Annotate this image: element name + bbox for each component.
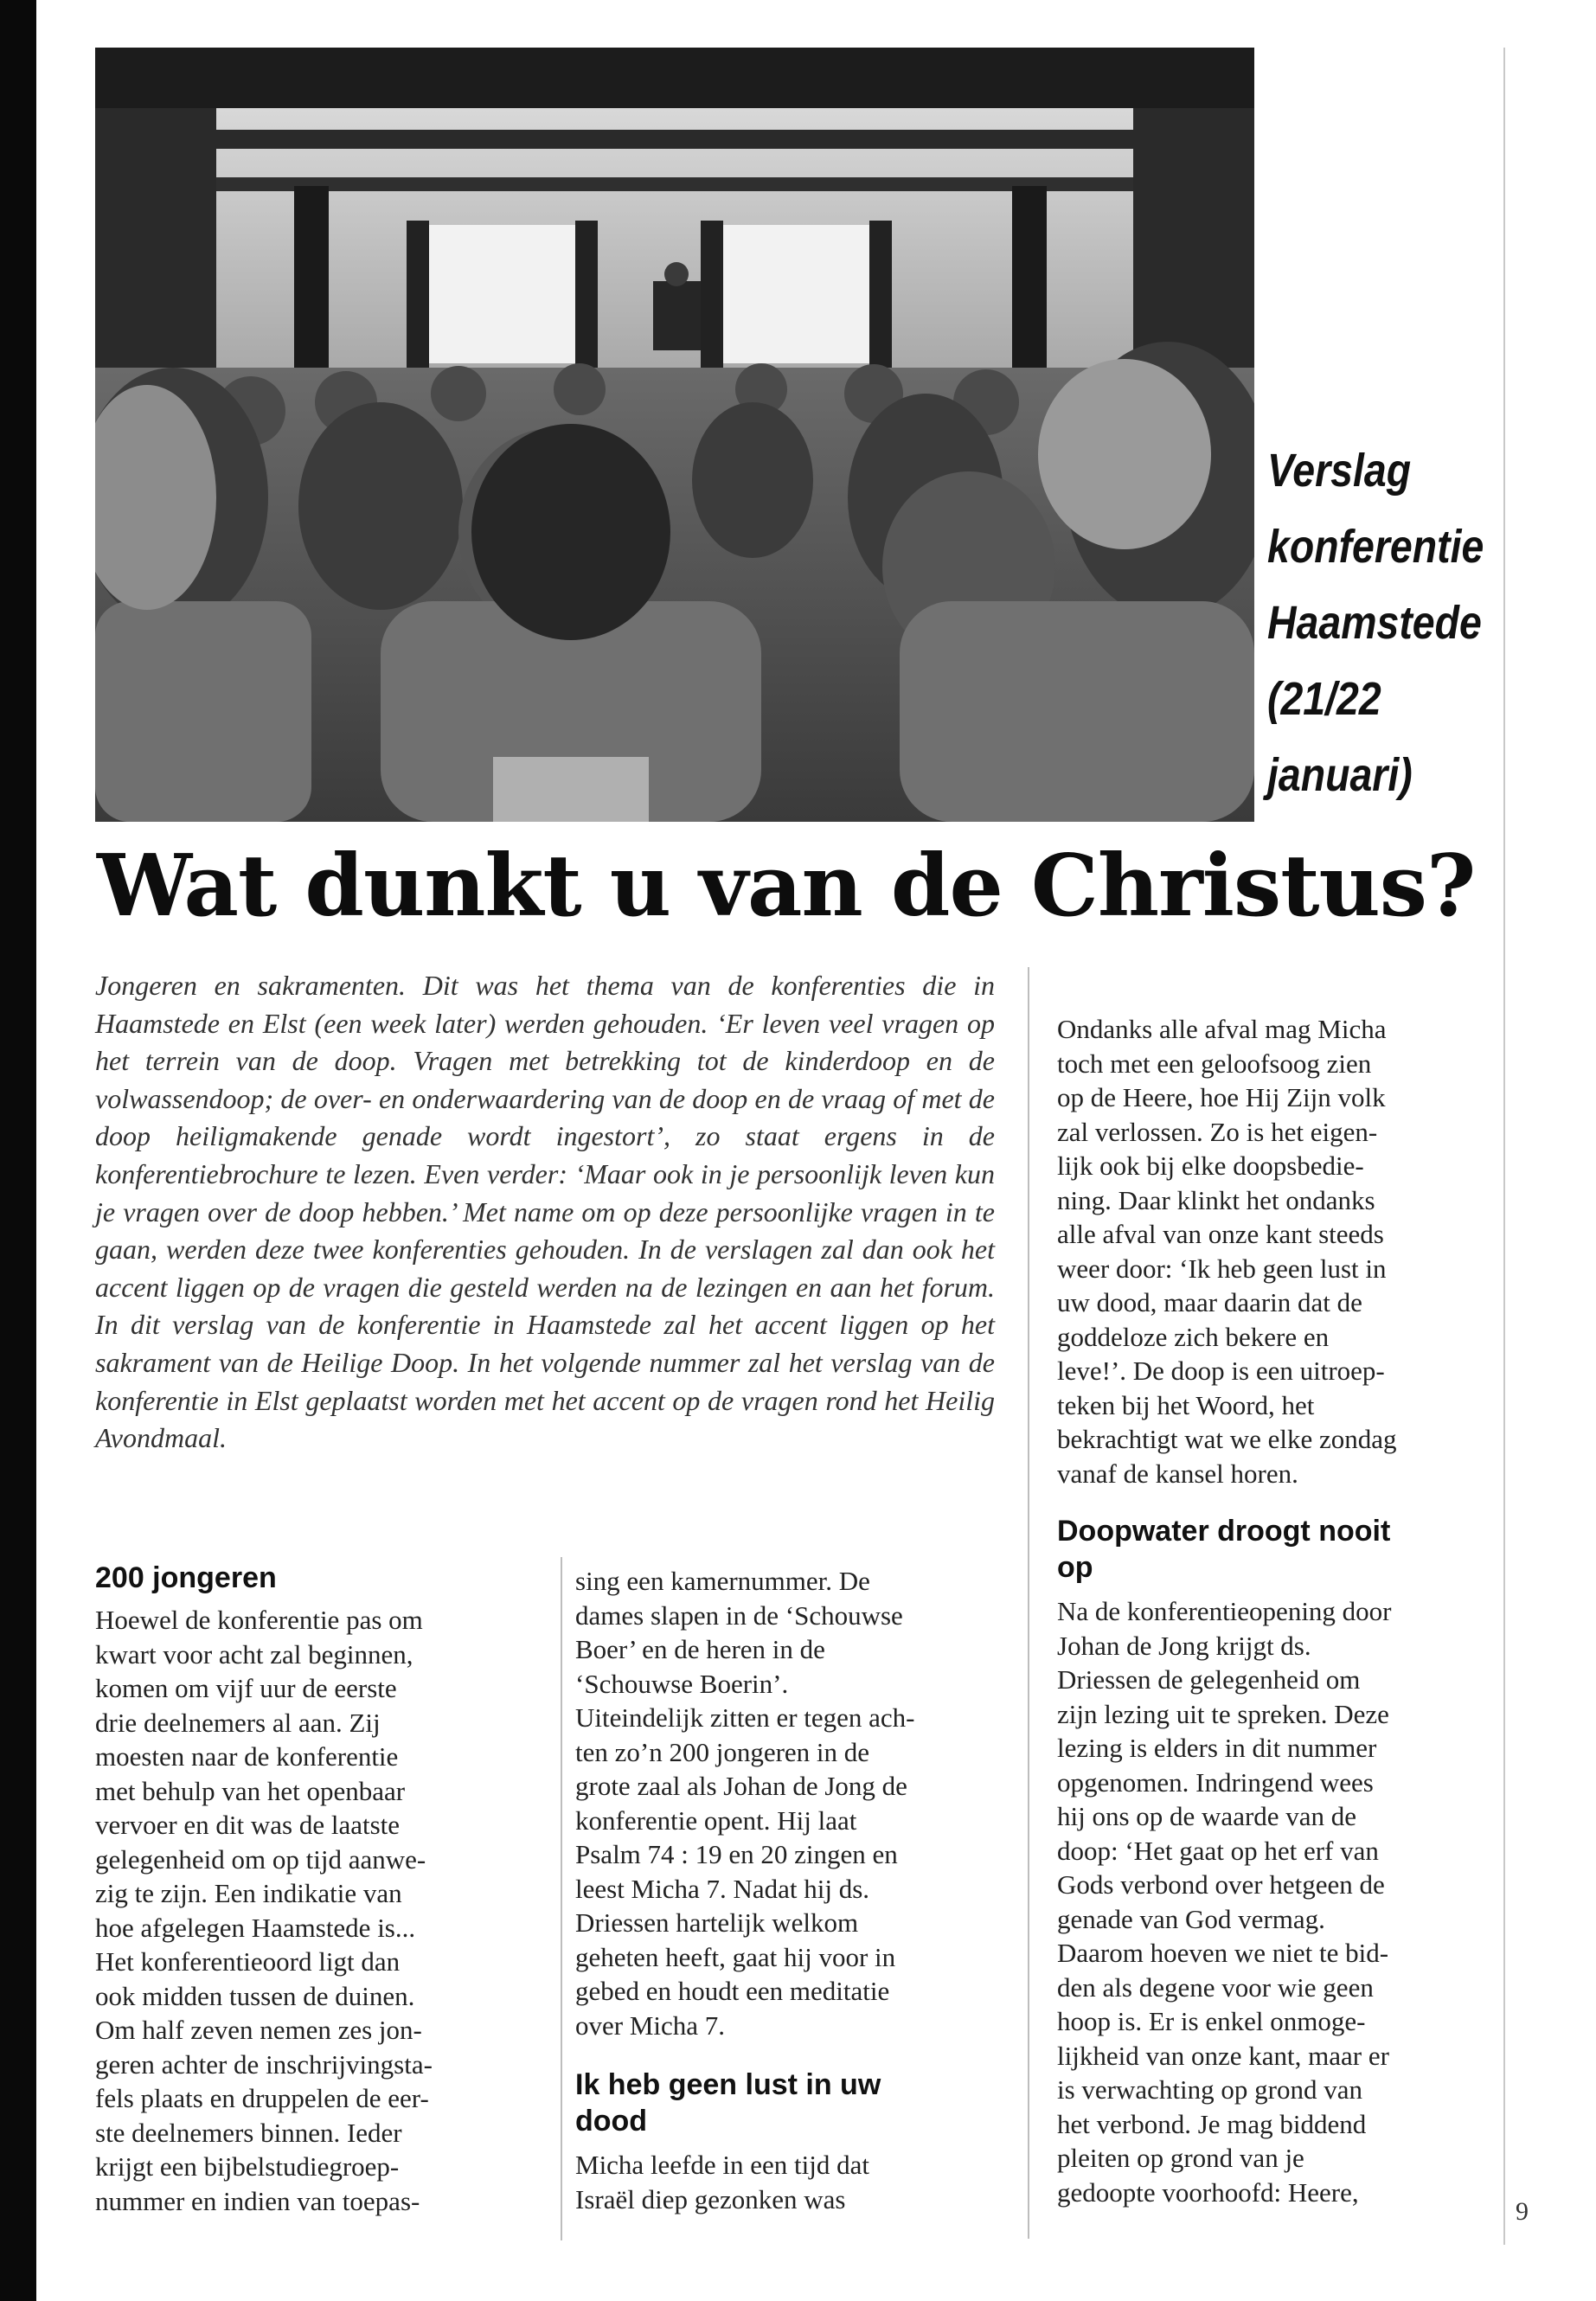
text-line: Hoewel de konferentie pas om	[95, 1605, 423, 1635]
text-line: lezing is elders in dit nummer	[1057, 1733, 1377, 1763]
kicker-line: Haamstede	[1267, 597, 1482, 649]
section-heading-200-jongeren: 200 jongeren	[95, 1561, 277, 1594]
text-line: Na de konferentieopening door	[1057, 1596, 1392, 1626]
text-line: hij ons op de waarde van de	[1057, 1801, 1357, 1831]
text-line: Driessen de gelegenheid om	[1057, 1664, 1361, 1695]
page-number: 9	[1516, 2197, 1529, 2226]
text-line: bekrachtigt wat we elke zondag	[1057, 1424, 1397, 1454]
conference-photo	[95, 48, 1254, 822]
text-line: vervoer en dit was de laatste	[95, 1810, 401, 1840]
text-line: krijgt een bijbelstudiegroep-	[95, 2151, 400, 2182]
text-line: hoe afgelegen Haamstede is...	[95, 1912, 416, 1943]
text-line: konferentie opent. Hij laat	[575, 1804, 857, 1836]
kicker-line: konferentie	[1267, 521, 1484, 573]
column-3-body-continued	[1057, 1594, 1498, 2209]
text-line: nummer en indien van toepas-	[95, 2185, 420, 2216]
text-line: uw dood, maar daarin dat de	[1057, 1287, 1362, 1317]
column-rule	[1028, 967, 1029, 2239]
kicker-line: (21/22	[1267, 673, 1381, 725]
text-line: Ondanks alle afval mag Micha	[1057, 1014, 1387, 1044]
text-line: ste deelnemers binnen. Ieder	[95, 2117, 402, 2148]
column-1-body	[95, 1603, 545, 2218]
page-rule-right	[1503, 48, 1505, 2245]
heading-line: dood	[575, 2105, 648, 2138]
text-line: zijn lezing uit te spreken. Deze	[1057, 1698, 1389, 1729]
text-line: genade van God vermag.	[1057, 1903, 1325, 1934]
text-line: grote zaal als Johan de Jong de	[575, 1771, 907, 1801]
column-2-body-continued	[575, 2148, 1016, 2216]
text-line: Gods verbond over hetgeen de	[1057, 1869, 1385, 1900]
text-line: Het konferentieoord ligt dan	[95, 1946, 401, 1977]
text-line: vanaf de kansel horen.	[1057, 1458, 1298, 1489]
text-line: toch met een geloofsoog zien	[1057, 1048, 1372, 1079]
text-line: met behulp van het openbaar	[95, 1775, 406, 1806]
text-line: zal verlossen. Zo is het eigen-	[1057, 1116, 1378, 1147]
text-line: over Micha 7.	[575, 2009, 726, 2041]
column-2	[575, 1564, 1016, 2216]
text-line: Uiteindelijk zitten er tegen ach-	[575, 1702, 915, 1733]
text-line: Psalm 74 : 19 en 20 zingen en	[575, 1839, 898, 1869]
text-line: leest Micha 7. Nadat hij ds.	[575, 1873, 870, 1904]
text-line: geheten heeft, gaat hij voor in	[575, 1941, 896, 1972]
text-line: hoop is. Er is enkel onmoge-	[1057, 2006, 1366, 2036]
text-line: Daarom hoeven we niet te bid-	[1057, 1938, 1389, 1968]
text-line: Driessen hartelijk welkom	[575, 1907, 859, 1938]
text-line: ook midden tussen de duinen.	[95, 1980, 415, 2011]
text-line: gedoopte voorhoofd: Heere,	[1057, 2176, 1359, 2208]
text-line: Israël diep gezonken was	[575, 2183, 846, 2214]
column-rule	[561, 1557, 562, 2240]
text-line: ‘Schouwse Boerin’.	[575, 1668, 789, 1699]
text-line: lijkheid van onze kant, maar er	[1057, 2040, 1389, 2071]
text-line: fels plaats en druppelen de eer-	[95, 2083, 429, 2113]
kicker-line: Verslag	[1267, 445, 1412, 497]
heading-line: Ik heb geen lust in uw	[575, 2068, 881, 2101]
text-line: komen om vijf uur de eerste	[95, 1673, 397, 1703]
text-line: Micha leefde in een tijd dat	[575, 2150, 870, 2180]
column-1	[95, 1560, 545, 2218]
text-line: sing een kamernummer. De	[575, 1566, 870, 1596]
text-line: gelegenheid om op tijd aanwe-	[95, 1843, 426, 1875]
text-line: gebed en houdt een meditatie	[575, 1976, 890, 2006]
text-line: moesten naar de konferentie	[95, 1741, 399, 1772]
text-line: alle afval van onze kant steeds	[1057, 1219, 1384, 1249]
column-3-body	[1057, 1012, 1498, 1490]
text-line: weer door: ‘Ik heb geen lust in	[1057, 1253, 1387, 1284]
text-line: drie deelnemers al aan. Zij	[95, 1707, 381, 1738]
text-line: teken bij het Woord, het	[1057, 1389, 1315, 1420]
text-line: doop: ‘Het gaat op het erf van	[1057, 1835, 1379, 1866]
text-line: Om half zeven nemen zes jon-	[95, 2015, 422, 2045]
article-headline: Wat dunkt u van de Christus?	[97, 836, 1476, 936]
section-heading-doopwater	[1057, 1513, 1498, 1586]
text-line: op de Heere, hoe Hij Zijn volk	[1057, 1082, 1386, 1112]
text-line: den als degene voor wie geen	[1057, 1971, 1374, 2003]
conference-photo-image	[95, 48, 1254, 822]
text-line: leve!’. De doop is een uitroep-	[1057, 1356, 1385, 1386]
text-line: goddeloze zich bekere en	[1057, 1321, 1330, 1352]
kicker-line: januari)	[1267, 749, 1413, 801]
section-heading-geen-lust	[575, 2067, 1016, 2139]
text-line: geren achter de inschrijvingsta-	[95, 2048, 433, 2080]
scan-edge	[0, 0, 36, 2301]
text-line: kwart voor acht zal beginnen,	[95, 1638, 413, 1670]
text-line: zig te zijn. Een indikatie van	[95, 1878, 402, 1908]
text-line: lijk ook bij elke doopsbedie-	[1057, 1150, 1364, 1181]
article-intro: Jongeren en sakramenten. Dit was het thema van de konferenties die in Haamstede en Elst (een week later) werden gehouden. ‘Er leven veel vragen op het terrein van de doop. Vragen met betrekking tot de kinderdoop en de volwassendoop; de over- en onderwaardering van de doop en de vraag of met de doop heiligmakende genade wordt ingestort’, zo staat ergens in de konferentiebrochure te lezen. Even verder: ‘Maar ook in je persoonlijk leven kun je vragen over de doop hebben.’ Met name om op deze persoonlijke vragen in te gaan, werden deze twee konferenties gehouden. In de verslagen zal dan ook het accent liggen op de vragen die gesteld werden na de lezingen en aan het forum. In dit verslag van de konferentie in Haamstede zal het accent liggen op het sakrament van de Heilige Doop. In het volgende nummer zal het verslag van de konferentie in Elst geplaatst worden met het accent op de vragen rond het Heilig Avondmaal.	[95, 970, 995, 1454]
column-2-body	[575, 1564, 1016, 2042]
article-kicker	[1267, 433, 1501, 813]
heading-line: op	[1057, 1551, 1093, 1584]
text-line: ten zo’n 200 jongeren in de	[575, 1736, 870, 1767]
text-line: het verbond. Je mag biddend	[1057, 2108, 1367, 2139]
text-line: ning. Daar klinkt het ondanks	[1057, 1184, 1375, 1215]
text-line: Boer’ en de heren in de	[575, 1634, 825, 1664]
column-3	[1057, 1012, 1498, 2209]
text-line: is verwachting op grond van	[1057, 2074, 1362, 2105]
heading-line: Doopwater droogt nooit	[1057, 1515, 1391, 1548]
text-line: dames slapen in de ‘Schouwse	[575, 1599, 903, 1631]
text-line: pleiten op grond van je	[1057, 2143, 1304, 2173]
text-line: opgenomen. Indringend wees	[1057, 1766, 1374, 1798]
text-line: Johan de Jong krijgt ds.	[1057, 1630, 1311, 1661]
